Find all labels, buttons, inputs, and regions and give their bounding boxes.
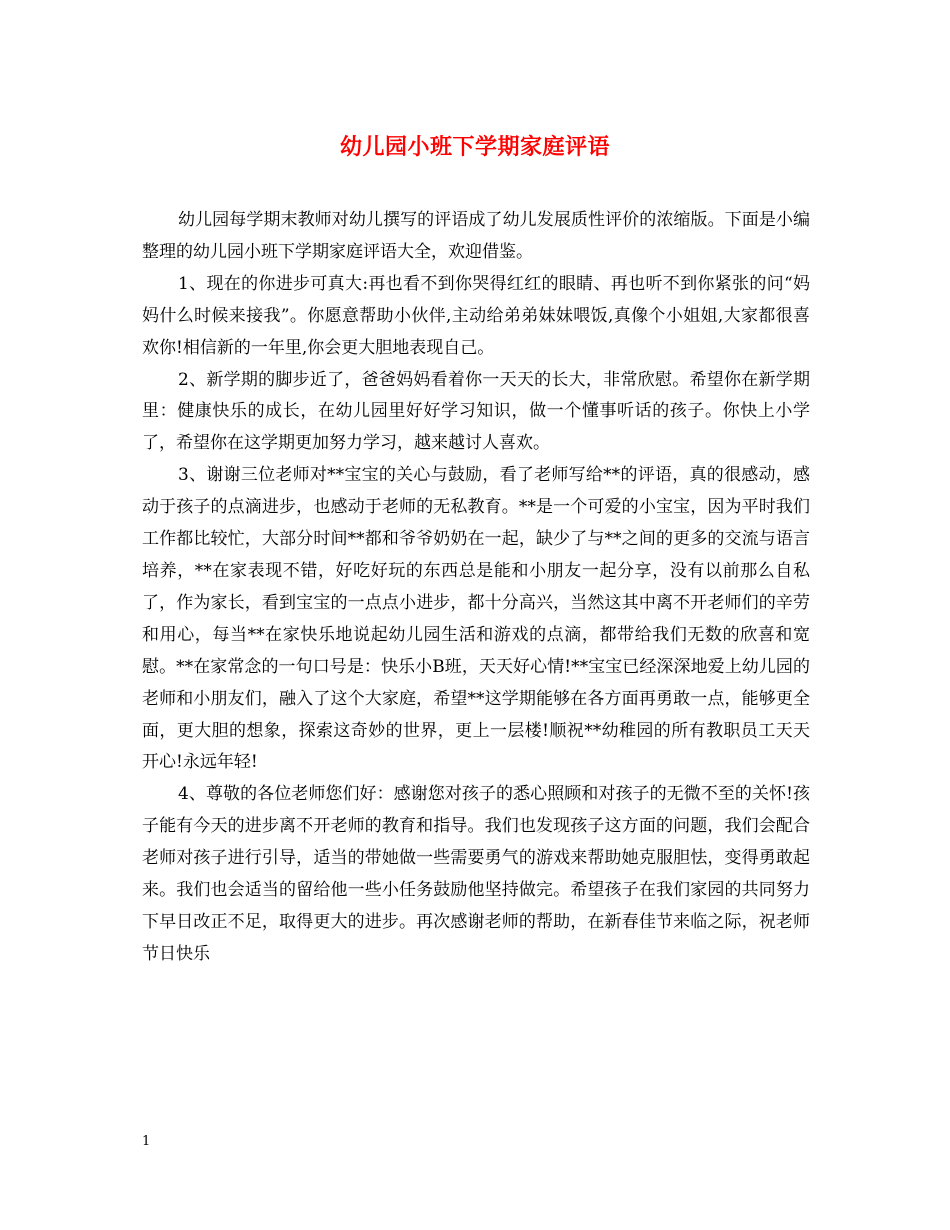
comment-paragraph-2: 2、新学期的脚步近了，爸爸妈妈看着你一天天的长大，非常欣慰。希望你在新学期里：健康快乐的成长，在幼儿园里好好学习知识，做一个懂事听话的孩子。你快上小学了，希望你在这学期更加努力学习，越来越讨人喜欢。 — [142, 369, 810, 454]
comment-paragraph-3: 3、谢谢三位老师对**宝宝的关心与鼓励，看了老师写给**的评语，真的很感动，感动于孩子的点滴进步，也感动于老师的无私教育。**是一个可爱的小宝宝，因为平时我们工作都比较忙，大部分时间**都和爷爷奶奶在一起，缺少了与**之间的更多的交流与语言培养，**在家表现不错，好吃好玩的东西总是能和小朋友一起分享，没有以前那么自私了，作为家长，看到宝宝的一点点小进步，都十分高兴，当然这其中离不开老师们的辛劳和用心，每当**在家快乐地说起幼儿园生活和游戏的点滴，都带给我们无数的欣喜和宽慰。**在家常念的一句口号是：快乐小B班，天天好心情!**宝宝已经深深地爱上幼儿园的老师和小朋友们，融入了这个大家庭，希望**这学期能够在各方面再勇敢一点，能够更全面，更大胆的想象，探索这奇妙的世界，更上一层楼!顺祝**幼稚园的所有教职员工天天开心!永远年轻! — [142, 465, 810, 773]
intro-paragraph: 幼儿园每学期末教师对幼儿撰写的评语成了幼儿发展质性评价的浓缩版。下面是小编整理的幼儿园小班下学期家庭评语大全，欢迎借鉴。 — [142, 210, 810, 262]
document-title: 幼儿园小班下学期家庭评语 — [339, 134, 610, 160]
comment-paragraph-1: 1、现在的你进步可真大:再也看不到你哭得红红的眼睛、再也听不到你紧张的问“妈妈什么时候来接我”。你愿意帮助小伙伴,主动给弟弟妹妹喂饭,真像个小姐姐,大家都很喜欢你!相信新的一年里,你会更大胆地表现自己。 — [142, 273, 810, 358]
comment-paragraph-4: 4、尊敬的各位老师您们好：感谢您对孩子的悉心照顾和对孩子的无微不至的关怀!孩子能有今天的进步离不开老师的教育和指导。我们也发现孩子这方面的问题，我们会配合老师对孩子进行引导，适当的带她做一些需要勇气的游戏来帮助她克服胆怯，变得勇敢起来。我们也会适当的留给他一些小任务鼓励他坚持做完。希望孩子在我们家园的共同努力下早日改正不足，取得更大的进步。再次感谢老师的帮助，在新春佳节来临之际，祝老师节日快乐 — [142, 784, 810, 964]
page-number: 1 — [142, 1134, 151, 1149]
document-body — [142, 205, 810, 971]
